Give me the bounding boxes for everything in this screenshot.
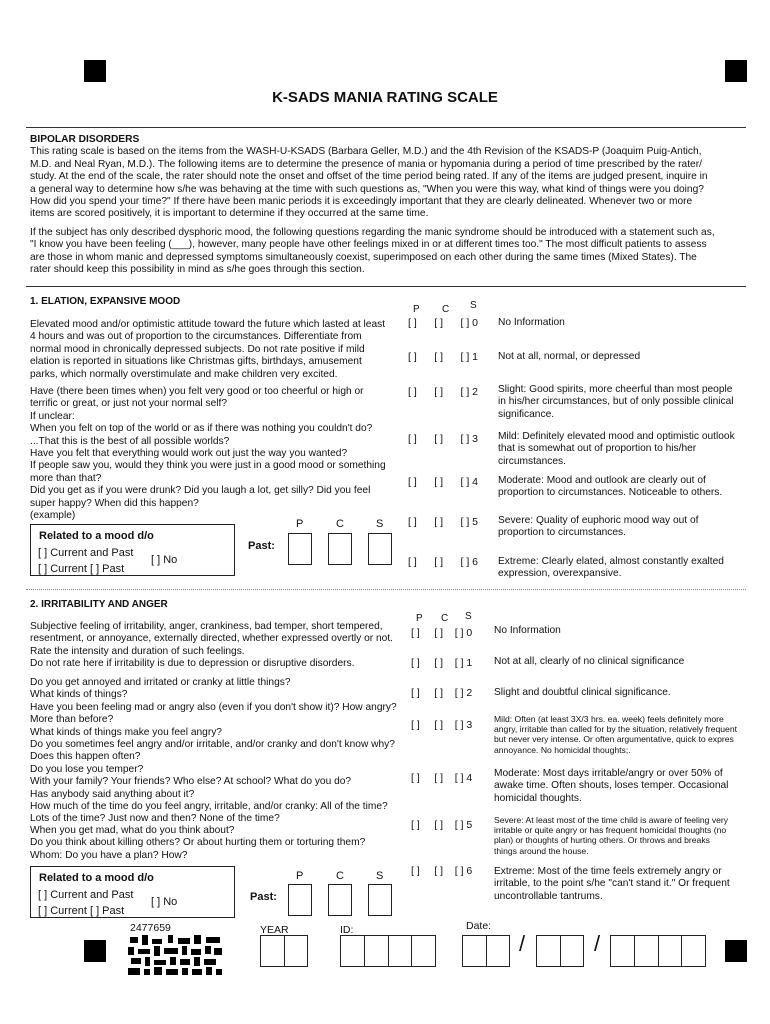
form-code: 2477659 (130, 922, 171, 934)
id-digit-box[interactable] (365, 936, 389, 966)
year-digit-box[interactable] (285, 936, 308, 966)
rating-line: Not at all, clearly of no clinical significance (494, 656, 685, 667)
question-line: Do you get annoyed and irritated or cranky at little things? (30, 677, 291, 688)
pcs-header-p: P (413, 304, 420, 315)
rating-line: angry, irritable than called for by the situation, relatively frequent (494, 724, 737, 735)
rating-description-1 (494, 656, 746, 668)
question-line: Have you felt that everything would work out just the way you wanted? (30, 448, 348, 460)
id-digit-box[interactable] (341, 936, 365, 966)
day-digit-box[interactable] (537, 936, 561, 966)
rating-description-5 (498, 515, 750, 540)
intro-heading: BIPOLAR DISORDERS (30, 134, 140, 145)
section1-heading: 1. ELATION, EXPANSIVE MOOD (30, 296, 181, 307)
rating-line: in his/her circumstances, but of only possible clinical (498, 396, 734, 408)
rating-line: No Information (494, 625, 561, 636)
rating-line: irritable, to the point s/he "can't stand it." Or frequent (494, 878, 730, 890)
pcs-header-s: S (465, 611, 472, 622)
question-line: When you felt on top of the world or as if there was nothing you couldn't do? (30, 423, 373, 435)
past-s-box[interactable] (368, 533, 392, 565)
description-line: 4 hours and was out of proportion to the circumstances. Differentiate from (30, 331, 362, 343)
rating-line: Not at all, normal, or depressed (498, 351, 641, 362)
section1-description (30, 319, 415, 381)
past-col-p: P (296, 518, 304, 530)
question-line: What kinds of things? (30, 689, 128, 701)
rating-line: that is somewhat out of proportion to his/her (498, 443, 697, 455)
rating-line: annoyance. No homicidal thoughts;. (494, 744, 631, 755)
date-year-digit-box[interactable] (635, 936, 659, 966)
rating-line: Mild: Often (at least 3X/3 hrs. ea. week) feels definitely more (494, 714, 724, 724)
rating-line: Extreme: Most of the time feels extremely angry or (494, 866, 722, 877)
rating-line: homicidal thoughts. (494, 792, 582, 804)
rating-description-2 (498, 384, 750, 421)
date-day-field[interactable] (536, 935, 584, 967)
rating-checkbox-row-4[interactable]: [ ] [ ] [ ] 4 (408, 476, 479, 488)
intro-line: This rating scale is based on the items from the WASH-U-KSADS (Barbara Geller, M.D.) and the 4th Revision of the KSADS-P (Joaquim Puig-Antich, (30, 146, 702, 158)
rating-description-0 (494, 625, 746, 637)
rating-line: proportion to circumstances. (498, 527, 626, 539)
current-and-past-checkbox[interactable]: [ ] Current and Past (38, 547, 134, 559)
rating-checkbox-row-2[interactable]: [ ] [ ] [ ] 2 (408, 386, 479, 398)
pcs-header-s: S (470, 300, 477, 311)
question-line: Do you lose you temper? (30, 763, 144, 775)
section-divider (26, 589, 746, 590)
past-col-c: C (336, 518, 344, 530)
question-line: more than that? (30, 472, 102, 484)
question-line: Does this happen often? (30, 751, 141, 763)
rating-line: No Information (498, 317, 565, 328)
description-line: Subjective feeling of irritability, anger, crankiness, bad temper, short tempered, (30, 621, 383, 632)
rating-line: Mild: Definitely elevated mood and optimistic outlook (498, 431, 735, 442)
rating-line: Slight: Good spirits, more cheerful than most people (498, 384, 733, 395)
section2-description (30, 621, 415, 671)
id-digit-box[interactable] (412, 936, 435, 966)
question-line: (example) (30, 510, 76, 522)
description-line: Do not rate here if irritability is due to depression or disruptive disorders. (30, 658, 355, 670)
rating-checkbox-row-0[interactable]: [ ] [ ] [ ] 0 (408, 317, 479, 329)
question-line: Did you get as if you were drunk? Did you laugh a lot, get silly? Did you feel (30, 485, 371, 497)
question-line: Have you been feeling mad or angry also (even if you don't show it)? How angry? (30, 701, 397, 713)
question-line: Do you think about killing others? Or about hurting them or torturing them? (30, 837, 366, 849)
date-year-digit-box[interactable] (682, 936, 705, 966)
day-digit-box[interactable] (561, 936, 584, 966)
mood-disorder-box-2 (30, 866, 235, 918)
intro-line: rater should keep this possibility in mind as s/he goes through this section. (30, 264, 365, 276)
registration-mark-top-right (725, 60, 747, 82)
date-year-field[interactable] (610, 935, 706, 967)
rating-line: but never very intense. Or often argumentative, quick to expres (494, 734, 734, 745)
intro-line: items are scored positively, it is important to determine if they occurred at the same time. (30, 208, 429, 220)
rating-line: Severe: At least most of the time child is aware of feeling very (494, 815, 729, 825)
rating-checkbox-row-6[interactable]: [ ] [ ] [ ] 6 (411, 865, 473, 877)
intro-line: If the subject has only described dysphoric mood, the following questions regarding the manic syndrome should be introduced with a statement such as, (30, 227, 715, 238)
question-line: If people saw you, would they think you were just in a good mood or something (30, 460, 386, 472)
question-line: Lots of the time? Just now and then? None of the time? (30, 813, 280, 825)
past-c-box[interactable] (328, 884, 352, 916)
intro-line: study. At the end of the scale, the rater should note the onset and offset of the time period being rated. If any of the items are judged present, inquire in (30, 171, 708, 183)
registration-mark-top-left (84, 60, 106, 82)
rating-line: Extreme: Clearly elated, almost constantly exalted (498, 556, 724, 567)
id-field[interactable] (340, 935, 436, 967)
question-line: What kinds of things make you feel angry? (30, 726, 222, 738)
id-digit-box[interactable] (389, 936, 413, 966)
date-label: Date: (466, 920, 492, 932)
rating-checkbox-row-5[interactable]: [ ] [ ] [ ] 5 (408, 516, 479, 528)
year-digit-box[interactable] (261, 936, 285, 966)
pcs-header-p: P (416, 613, 423, 624)
question-line: Whom: Do you have a plan? How? (30, 849, 188, 861)
question-line: Has anybody said anything about it? (30, 788, 195, 800)
rating-line: expression, overexpansive. (498, 568, 622, 580)
mood-box-heading: Related to a mood d/o (39, 872, 154, 884)
past-label: Past: (250, 891, 277, 903)
year-label: YEAR (260, 924, 289, 936)
id-label: ID: (340, 924, 354, 936)
rating-line: uncontrollable tantrums. (494, 890, 603, 902)
pcs-header-c: C (441, 613, 449, 624)
rating-description-4 (494, 768, 746, 805)
rating-checkbox-row-0[interactable]: [ ] [ ] [ ] 0 (411, 627, 473, 639)
registration-mark-bottom-right (725, 940, 747, 962)
date-separator: / (519, 931, 526, 956)
question-line: With your family? Your friends? Who else? At school? What do you do? (30, 776, 352, 788)
description-line: Elevated mood and/or optimistic attitude toward the future which lasted at least (30, 319, 386, 330)
month-digit-box[interactable] (487, 936, 510, 966)
date-separator: / (594, 931, 601, 956)
rating-line: Moderate: Mood and outlook are clearly out of (498, 475, 706, 486)
rating-checkbox-row-5[interactable]: [ ] [ ] [ ] 5 (411, 819, 473, 831)
description-line: parks, which normally overstimulate and make children very excited. (30, 368, 338, 380)
description-line: Rate the intensity and duration of such feelings. (30, 645, 245, 657)
current-past-checkboxes[interactable]: [ ] Current [ ] Past (38, 563, 125, 575)
past-col-s: S (376, 518, 384, 530)
intro-block-2 (30, 227, 742, 277)
section2-questions (30, 677, 415, 826)
past-c-box[interactable] (328, 533, 352, 565)
description-line: normal mood in chronically depressed subjects. Do not rate positive if mild (30, 343, 365, 355)
rating-checkbox-row-1[interactable]: [ ] [ ] [ ] 1 (411, 657, 473, 669)
date-month-field[interactable] (462, 935, 510, 967)
page-title: K-SADS MANIA RATING SCALE (272, 89, 498, 106)
registration-mark-bottom-left (84, 940, 106, 962)
barcode (128, 935, 222, 975)
current-and-past-checkbox[interactable]: [ ] Current and Past (38, 889, 134, 901)
question-line: ...That this is the best of all possible worlds? (30, 435, 230, 447)
question-line: super happy? When did this happen? (30, 497, 199, 509)
past-p-box[interactable] (288, 884, 312, 916)
question-line: How much of the time do you feel angry, irritable, and/or cranky: All of the time? (30, 801, 388, 813)
question-line: terrific or great, or just not your normal self? (30, 398, 228, 410)
date-year-digit-box[interactable] (611, 936, 635, 966)
past-p-box[interactable] (288, 533, 312, 565)
rating-description-3 (498, 431, 750, 468)
past-col-s: S (376, 870, 384, 882)
rating-line: things around the house. (494, 845, 589, 856)
rating-description-3 (494, 714, 746, 755)
rating-description-4 (498, 475, 750, 500)
description-line: resentment, or annoyance, externally directed, whether expressed overtly or not. (30, 633, 393, 645)
section1-questions (30, 386, 415, 522)
question-line: Have (there been times when) you felt very good or too cheerful or high or (30, 386, 364, 397)
rating-description-0 (498, 317, 750, 329)
rating-description-5 (494, 815, 746, 856)
title-divider (26, 127, 746, 128)
rating-line: proportion to circumstances. Noticeable to others. (498, 487, 723, 499)
no-checkbox[interactable]: [ ] No (151, 896, 178, 908)
rating-checkbox-row-3[interactable]: [ ] [ ] [ ] 3 (408, 433, 479, 445)
intro-line: "I know you have been feeling (___), however, many people have other feelings mixed in or at different times too." The most difficult patients to assess (30, 239, 707, 251)
rating-description-6 (494, 866, 746, 903)
rating-checkbox-row-6[interactable]: [ ] [ ] [ ] 6 (408, 556, 479, 568)
rating-description-1 (498, 351, 750, 363)
rating-checkbox-row-2[interactable]: [ ] [ ] [ ] 2 (411, 687, 473, 699)
question-line: Do you sometimes feel angry and/or irritable, and/or cranky and don't know why? (30, 739, 395, 751)
intro-line: a general way to determine how s/he was behaving at the time with such questions as, "When you were this way, what kind of things were you doing? (30, 183, 704, 195)
rating-line: Moderate: Most days irritable/angry or over 50% of (494, 768, 723, 779)
description-line: elation is reported in situations like Christmas gifts, birthdays, amusement (30, 356, 362, 368)
rating-line: circumstances. (498, 455, 566, 467)
intro-block (30, 134, 742, 221)
rating-checkbox-row-4[interactable]: [ ] [ ] [ ] 4 (411, 772, 473, 784)
intro-divider (26, 286, 746, 287)
past-col-p: P (296, 870, 304, 882)
date-year-digit-box[interactable] (659, 936, 683, 966)
past-label: Past: (248, 540, 275, 552)
rating-line: irritable or quite angry or has frequent homicidal thoughts (no (494, 825, 727, 836)
year-field[interactable] (260, 935, 308, 967)
rating-line: Severe: Quality of euphoric mood way out of (498, 515, 699, 526)
question-line: When you get mad, what do you think about? (30, 825, 235, 836)
rating-checkbox-row-1[interactable]: [ ] [ ] [ ] 1 (408, 351, 479, 363)
pcs-header-c: C (442, 304, 450, 315)
mood-box-heading: Related to a mood d/o (39, 530, 154, 542)
intro-line: are those in whom manic and depressed symptoms simultaneously coexist, superimposed on each other during the same times (Mixed States). The (30, 251, 697, 263)
section2-questions-2 (30, 825, 415, 862)
intro-line: How did you spend your time?" If there have been manic periods it is exceedingly important that they are clearly delineated. Whenever two or more (30, 196, 693, 208)
rating-line: plan) or thoughts of hurting others. Or throws and breaks (494, 835, 710, 846)
intro-line: M.D. and Neal Ryan, M.D.). The following items are to determine the presence of mania or hypomania during a period of time prescribed by the rater/ (30, 158, 702, 170)
past-col-c: C (336, 870, 344, 882)
question-line: If unclear: (30, 410, 75, 422)
rating-description-6 (498, 556, 750, 581)
current-past-checkboxes[interactable]: [ ] Current [ ] Past (38, 905, 125, 917)
rating-description-2 (494, 687, 746, 699)
month-digit-box[interactable] (463, 936, 487, 966)
rating-line: awake time. Often shouts, loses temper. Occasional (494, 780, 729, 792)
past-s-box[interactable] (368, 884, 392, 916)
rating-line: significance. (498, 408, 555, 420)
rating-checkbox-row-3[interactable]: [ ] [ ] [ ] 3 (411, 719, 473, 731)
section2-heading: 2. IRRITABILITY AND ANGER (30, 599, 168, 610)
question-line: More than before? (30, 714, 114, 726)
no-checkbox[interactable]: [ ] No (151, 554, 178, 566)
rating-line: Slight and doubtful clinical significance. (494, 687, 671, 698)
mood-disorder-box-1 (30, 524, 235, 576)
